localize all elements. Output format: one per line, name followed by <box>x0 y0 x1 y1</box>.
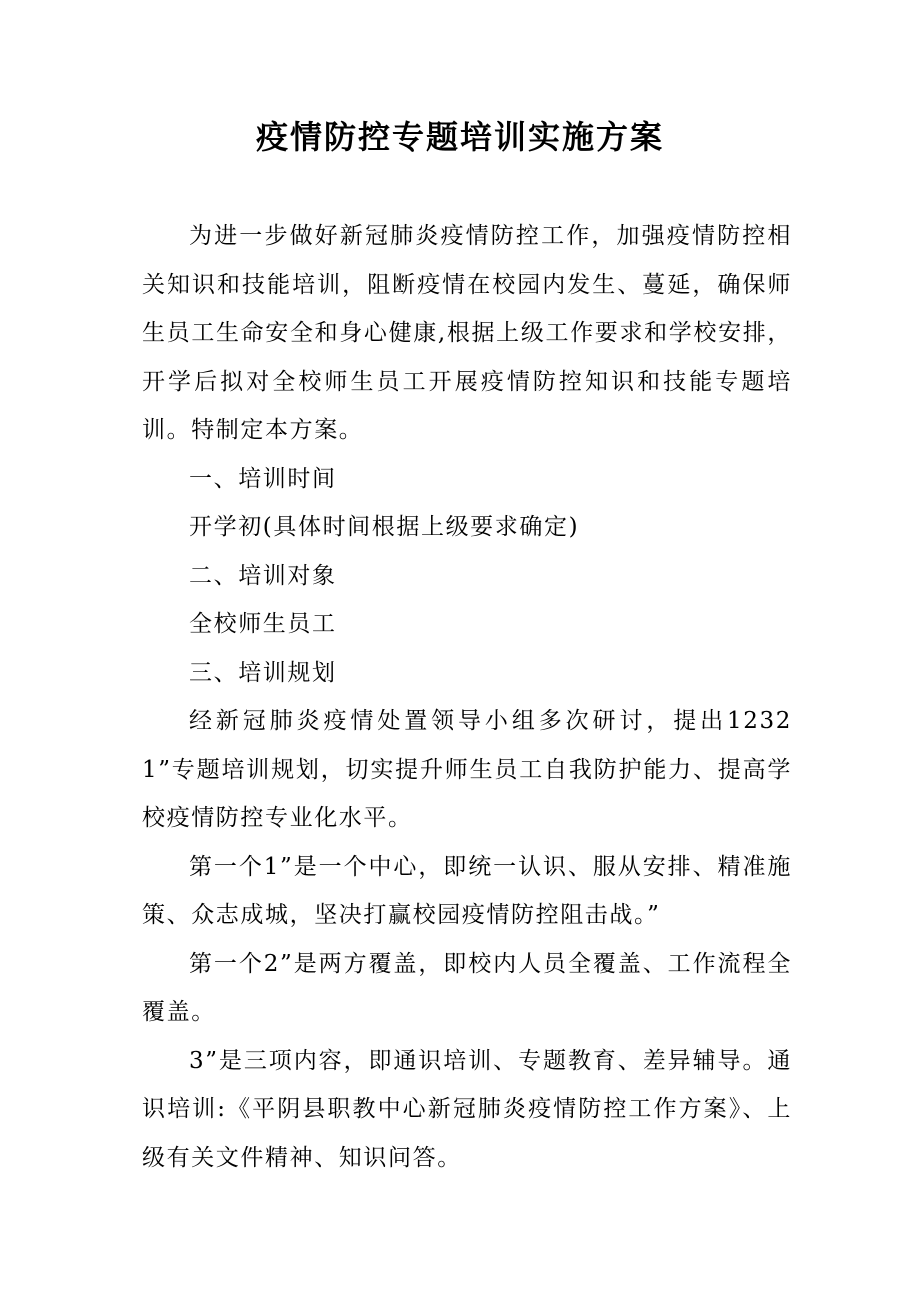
intro-paragraph: 为进一步做好新冠肺炎疫情防控工作，加强疫情防控相关知识和技能培训，阻断疫情在校园内发生、蔓延，确保师生员工生命安全和身心健康,根据上级工作要求和学校安排，开学后拟对全校师生员工开展疫情防控知识和技能专题培训。特制定本方案。 <box>142 223 792 443</box>
section-heading-training-time: 一、培训时间 <box>189 465 337 492</box>
first-one-paragraph: 第一个1”是一个中心，即统一认识、服从安排、精准施策、众志成城，坚决打赢校园疫情防控阻击战。” <box>142 853 792 928</box>
section-heading-training-plan: 三、培训规划 <box>189 659 337 686</box>
three-paragraph: 3”是三项内容，即通识培训、专题教育、差异辅导。通识培训:《平阴县职教中心新冠肺炎疫情防控工作方案》、上级有关文件精神、知识问答。 <box>142 1047 792 1171</box>
first-two-paragraph: 第一个2”是两方覆盖，即校内人员全覆盖、工作流程全覆盖。 <box>142 950 792 1025</box>
section-heading-training-target: 二、培训对象 <box>189 562 337 589</box>
training-target-text: 全校师生员工 <box>189 611 337 637</box>
document-body <box>142 212 792 1182</box>
document-title: 疫情防控专题培训实施方案 <box>255 118 664 156</box>
training-plan-paragraph: 经新冠肺炎疫情处置领导小组多次研讨，提出12321”专题培训规划，切实提升师生员工自我防护能力、提高学校疫情防控专业化水平。 <box>142 708 792 831</box>
training-time-text: 开学初(具体时间根据上级要求确定) <box>189 514 580 540</box>
